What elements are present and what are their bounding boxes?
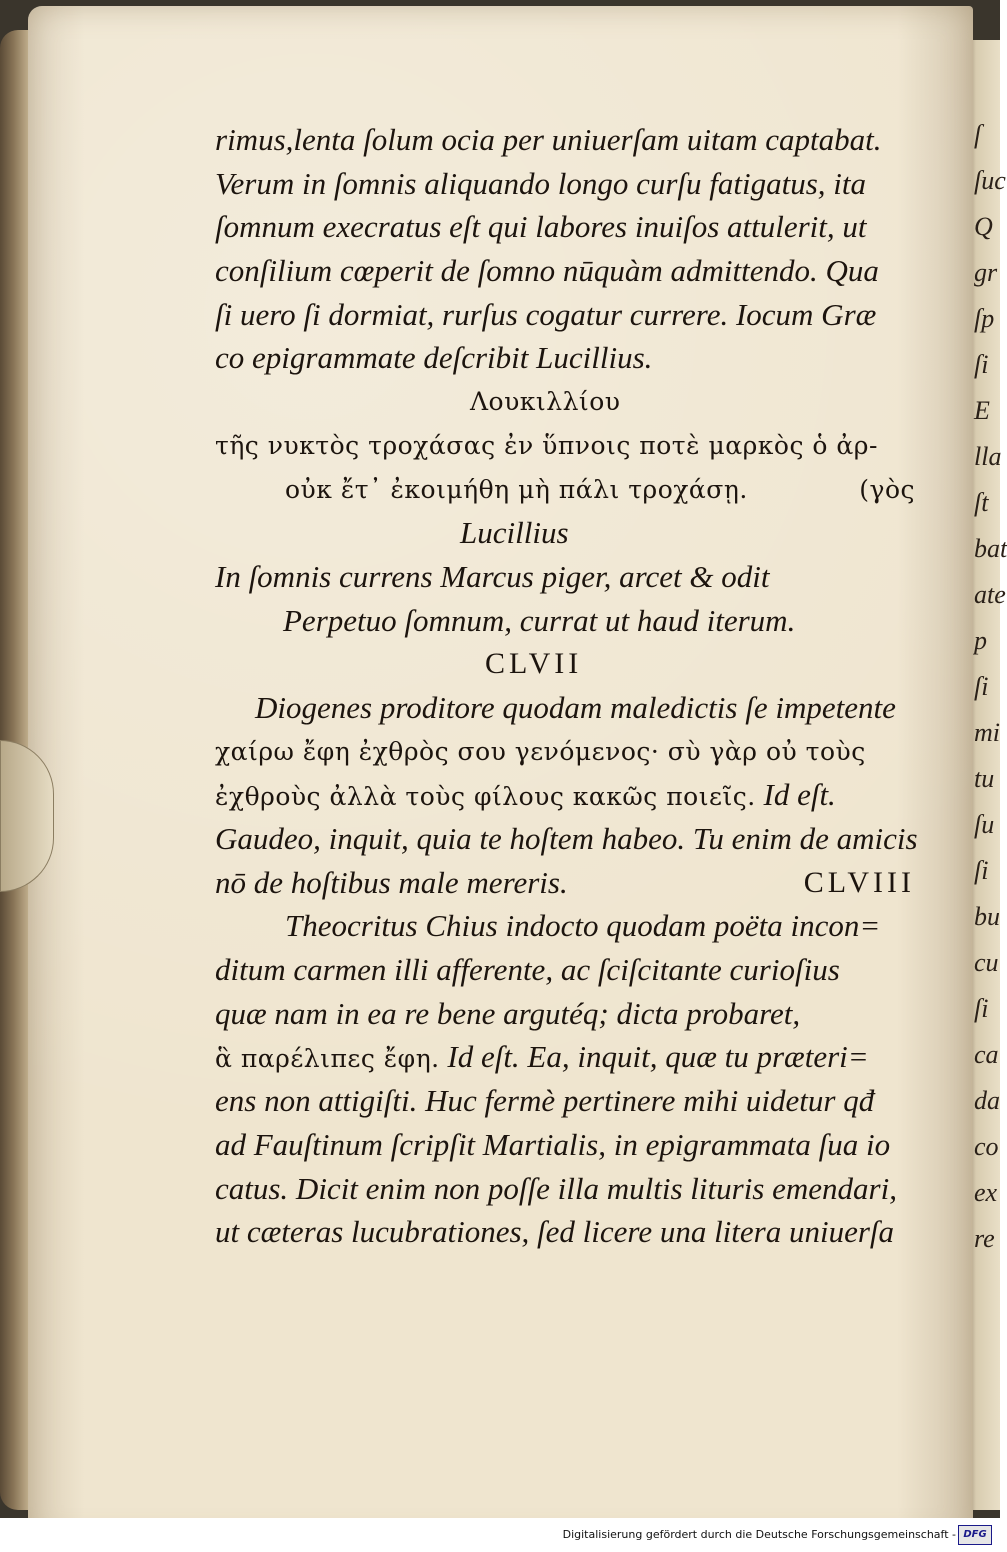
facing-page-fragment: da [974,1086,1000,1115]
facing-page-fragment: ſt [974,488,989,517]
facing-page-fragment: ſp [974,304,995,333]
text-line: Gaudeo, inquit, quia te hoſtem habeo. Tu enim de amicis [215,821,918,856]
greek-epigram-line [215,468,915,512]
dfg-logo: DFG [958,1525,992,1545]
text-line [215,861,915,905]
text-fragment: nō de hoſtibus male mereris. [215,864,568,900]
text-line: rimus,lenta ſolum ocia per uniuerſam uitam captabat. [215,122,882,157]
facing-page-fragment: ate [974,580,1006,609]
facing-page-fragment: ſ [974,120,982,149]
section-number: CLVII [485,647,583,681]
facing-page-fragment: re [974,1224,995,1253]
text-line: ens non attigiſti. Huc fermè pertinere mihi uidetur qđ [215,1083,875,1119]
greek-phrase: ἃ παρέλιπες ἔφη. [215,1044,440,1074]
poem-line: Perpetuo ſomnum, currat ut haud iterum. [283,602,796,638]
facing-page-fragment: tu [974,764,995,793]
facing-page-fragment: ca [974,1040,999,1069]
facing-page-fragment: ſu [974,810,995,839]
digitization-credit: Digitalisierung gefördert durch die Deutsche Forschungsgemeinschaft - [562,1528,956,1541]
poem-line: In ſomnis currens Marcus piger, arcet & odit [215,558,770,594]
facing-page-fragment: cu [974,948,999,977]
facing-page-fragment: ex [974,1178,998,1207]
greek-quote-line: χαίρω ἔφη ἐχθρὸς σου γενόμενος· σὺ γὰρ οὐ τοὺς [215,736,866,766]
facing-page-fragment: ſi [974,856,989,885]
facing-page-fragment: ſi [974,672,989,701]
greek-quote-line [215,773,915,817]
facing-page-fragment: bu [974,902,1000,931]
text-line: Theocritus Chius indocto quodam poëta incon= [285,908,881,944]
greek-quote-text: ἐχθροὺς ἀλλὰ τοὺς φίλους κακῶς ποιεῖς. [215,782,756,812]
text-line: ditum carmen illi afferente, ac ſciſcitante curioſius [215,952,840,988]
section-number: CLVIII [803,865,915,899]
text-line: ſomnum execratus eſt qui labores inuiſos attulerit, ut [215,209,867,245]
digitization-credit-bar [0,1518,1000,1552]
facing-page-fragment: p [974,626,987,655]
page-text [215,118,918,1254]
facing-page-fragment: E [974,396,990,425]
greek-heading: Λουκιλλίου [470,387,621,417]
facing-page-fragment: ſi [974,994,989,1023]
text-line: co epigrammate deſcribit Lucillius. [215,340,653,376]
facing-page-fragment: mi [974,718,1000,747]
text-line: Verum in ſomnis aliquando longo curſu fatigatus, ita [215,165,867,201]
text-line: catus. Dicit enim non poſſe illa multis lituris emendari, [215,1170,897,1206]
text-line: ut cæteras lucubrationes, ſed licere una litera uniuerſa [215,1214,895,1250]
text-line: ſi uero ſi dormiat, rurſus cogatur currere. Iocum Græ [215,296,877,332]
facing-page-fragment: co [974,1132,999,1161]
facing-page-fragment: lla [974,442,1002,471]
text-line: conſilium cœperit de ſomno nūquàm admittendo. Qua [215,253,879,289]
text-line: Diogenes proditore quodam maledictis ſe impetente [255,689,896,725]
facing-page-fragment: ſuc [974,166,1006,195]
facing-page-fragment: gr [974,258,998,287]
text-line [215,1035,915,1079]
text-fragment: Id eſt. Ea, inquit, quæ tu præteri= [447,1039,869,1075]
facing-page-fragment: bat [974,534,1007,563]
greek-epigram-tail: (γὸς [859,474,915,504]
facing-page-fragment: Q [974,212,993,241]
greek-epigram-line: τῆς νυκτὸς τροχάσας ἐν ὕπνοις ποτὲ μαρκὸς ὁ ἀρ- [215,430,878,460]
text-line: quæ nam in ea re bene argutéq; dicta probaret, [215,995,801,1031]
id-est: Id eſt. [763,777,836,813]
facing-page-fragment: ſi [974,350,989,379]
greek-epigram-text: οὐκ ἔτ᾽ ἐκοιμήθη μὴ πάλι τροχάσῃ. [285,474,748,504]
latin-heading: Lucillius [460,515,569,551]
text-line: ad Fauſtinum ſcripſit Martialis, in epigrammata ſua io [215,1126,891,1162]
